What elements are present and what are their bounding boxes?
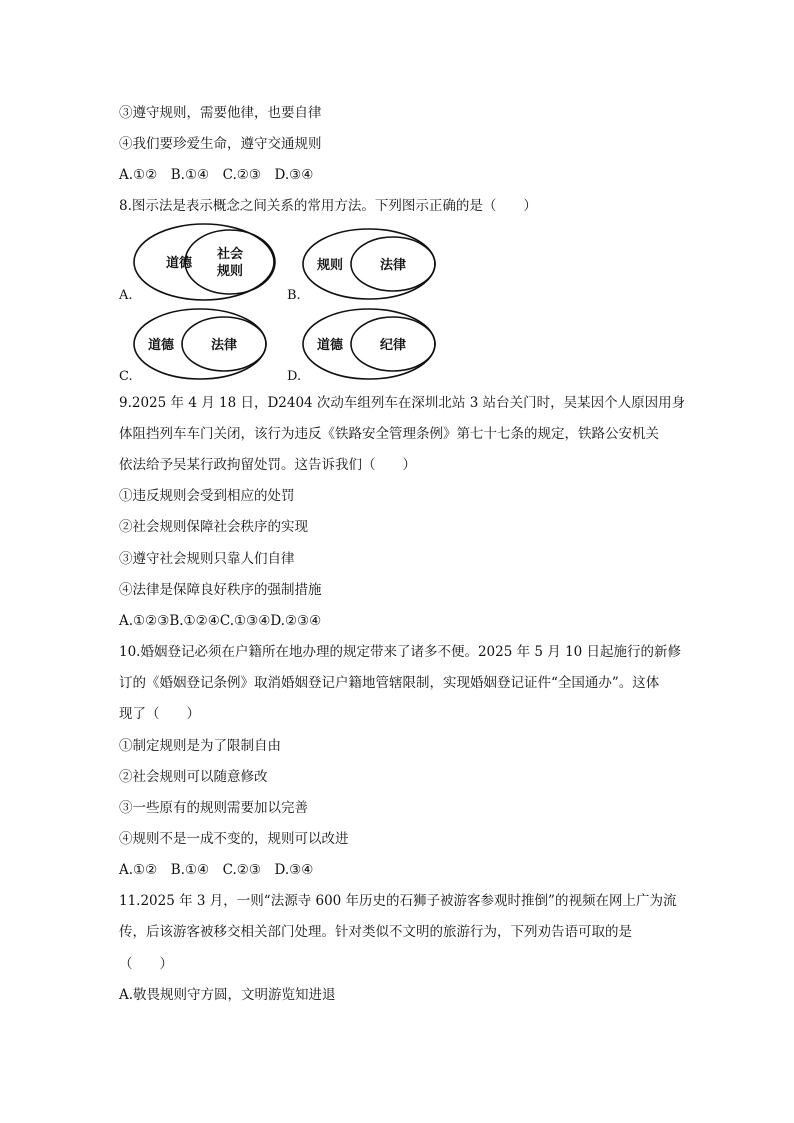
diagram-c-inner-label: 法律 bbox=[210, 338, 238, 353]
q9-option-2: ②社会规则保障社会秩序的实现 bbox=[119, 519, 308, 535]
diagram-d-inner-label: 纪律 bbox=[379, 338, 407, 353]
q10-option-1: ①制定规则是为了限制自由 bbox=[119, 738, 281, 754]
q11-stem-line-3: （ ） bbox=[119, 956, 173, 972]
q11-option-a: A.敬畏规则守方圆，文明游览知进退 bbox=[119, 987, 336, 1003]
q10-stem-line-3: 现了（ ） bbox=[119, 706, 200, 722]
q9-stem-line-1: 9.2025 年 4 月 18 日，D2404 次动车组列车在深圳北站 3 站台关门时，吴某因个人原因用身 bbox=[119, 395, 686, 411]
diagram-a-option-label: A. bbox=[119, 288, 133, 303]
q7-option-4: ④我们要珍爱生命，遵守交通规则 bbox=[119, 136, 322, 152]
q9-answer-choices: A.①②③B.①②④C.①③④D.②③④ bbox=[119, 613, 322, 629]
diagram-b-outer-label: 规则 bbox=[317, 258, 344, 273]
diagram-d-outer-label: 道德 bbox=[317, 338, 344, 353]
diagram-d-option-label: D. bbox=[287, 369, 302, 384]
diagram-c-outer-label: 道德 bbox=[148, 338, 175, 353]
diagram-d bbox=[301, 307, 441, 381]
diagram-b-inner-label: 法律 bbox=[379, 258, 407, 273]
q7-answer-choices: A.①② B.①④ C.②③ D.③④ bbox=[119, 167, 314, 183]
q10-option-2: ②社会规则可以随意修改 bbox=[119, 769, 268, 785]
diagram-c-option-label: C. bbox=[119, 369, 133, 384]
q10-stem-line-2: 订的《婚姻登记条例》取消婚姻登记户籍地管辖限制，实现婚姻登记证件“全国通办”。这体 bbox=[119, 675, 660, 691]
diagram-a bbox=[132, 222, 282, 302]
q11-stem-line-1: 11.2025 年 3 月，一则“法源寺 600 年历史的石狮子被游客参观时推倒”的视频在网上广为流 bbox=[119, 893, 677, 909]
q10-option-4: ④规则不是一成不变的，规则可以改进 bbox=[119, 831, 349, 847]
diagram-b-option-label: B. bbox=[287, 288, 301, 303]
q9-option-4: ④法律是保障良好秩序的强制措施 bbox=[119, 582, 322, 598]
diagram-a-outer-label: 道德 bbox=[166, 256, 193, 271]
q9-stem-line-2: 体阻挡列车车门关闭，该行为违反《铁路安全管理条例》第七十七条的规定，铁路公安机关 bbox=[119, 426, 659, 442]
diagram-b bbox=[301, 228, 441, 300]
q10-answer-choices: A.①② B.①④ C.②③ D.③④ bbox=[119, 862, 314, 878]
diagram-a-inner-label-2: 规则 bbox=[216, 264, 244, 279]
q9-option-3: ③遵守社会规则只靠人们自律 bbox=[119, 551, 295, 567]
q9-stem-line-3: 依法给予吴某行政拘留处罚。这告诉我们（ ） bbox=[119, 457, 416, 473]
diagram-a-inner-ellipse bbox=[185, 230, 275, 294]
q7-option-3: ③遵守规则，需要他律，也要自律 bbox=[119, 105, 322, 121]
q10-stem-line-1: 10.婚姻登记必须在户籍所在地办理的规定带来了诸多不便。2025 年 5 月 10 日起施行的新修 bbox=[119, 644, 682, 660]
q11-stem-line-2: 传，后该游客被移交相关部门处理。针对类似不文明的旅游行为，下列劝告语可取的是 bbox=[119, 924, 632, 940]
diagram-c bbox=[132, 307, 272, 381]
diagram-a-inner-label-1: 社会 bbox=[216, 247, 244, 262]
q9-option-1: ①违反规则会受到相应的处罚 bbox=[119, 488, 295, 504]
q10-option-3: ③一些原有的规则需要加以完善 bbox=[119, 800, 308, 816]
q8-stem: 8.图示法是表示概念之间关系的常用方法。下列图示正确的是（ ） bbox=[119, 198, 537, 214]
